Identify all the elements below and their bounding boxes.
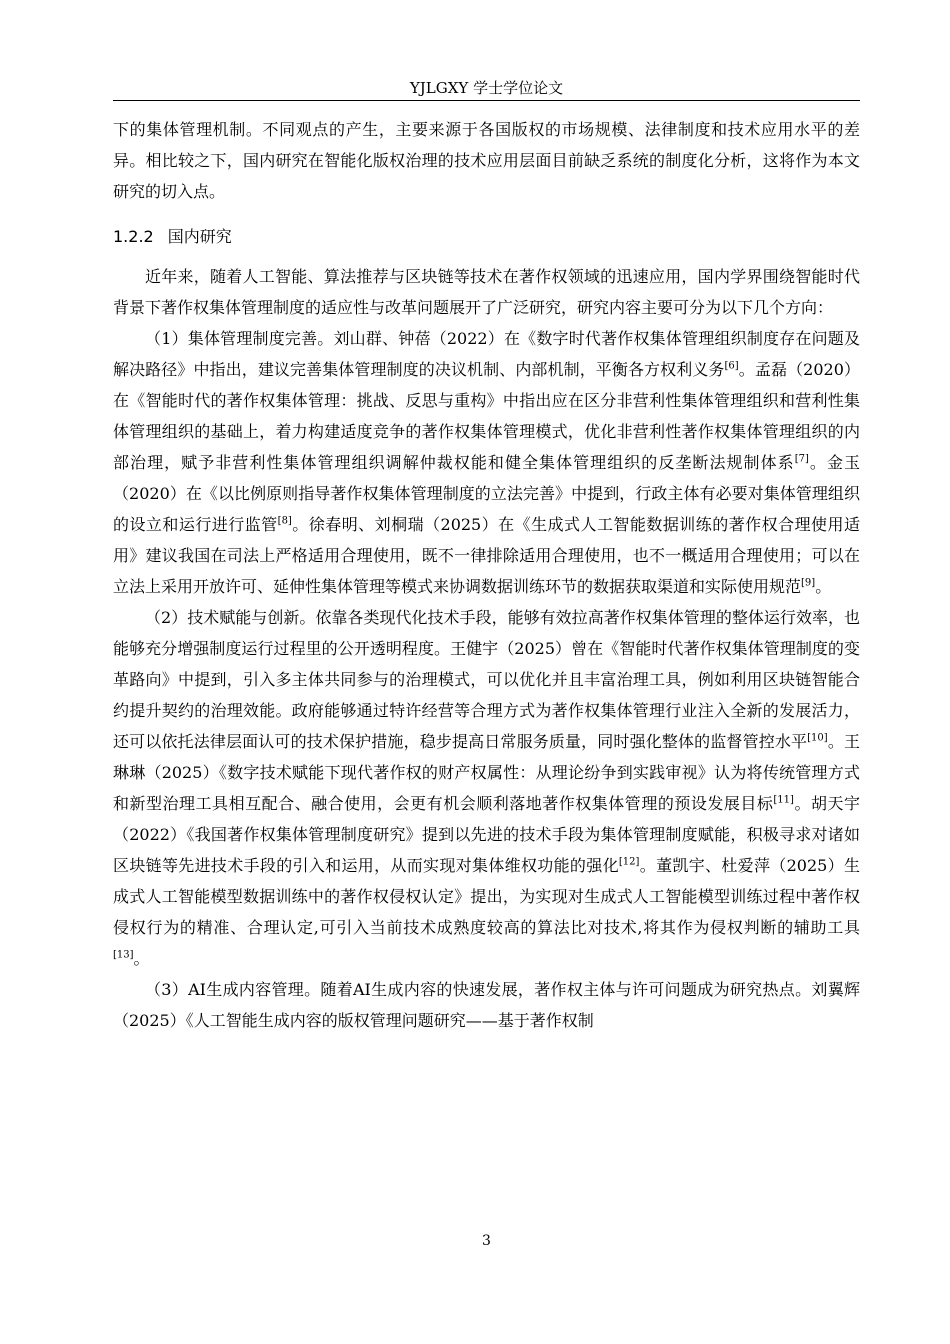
- citation-8: [8]: [277, 515, 292, 527]
- citation-11: [11]: [773, 794, 794, 806]
- citation-6: [6]: [724, 360, 739, 372]
- paragraph-item-3: （3）AI生成内容管理。随着AI生成内容的快速发展，著作权主体与许可问题成为研究热点。刘翼辉（2025）《人工智能生成内容的版权管理问题研究——基于著作权制: [113, 980, 860, 1030]
- citation-9: [9]: [801, 577, 816, 589]
- citation-12: [12]: [618, 856, 640, 868]
- paragraph-text: 。: [815, 577, 832, 596]
- section-heading: [113, 225, 860, 249]
- body-text: [113, 114, 860, 1036]
- paragraph-text: （2）技术赋能与创新。依靠各类现代化技术手段，能够有效拉高著作权集体管理的整体运行效率，也能够充分增强制度运行过程里的公开透明程度。王健宇（2025）曾在《智能时代著作权集体管理制度的变革路向》中提到，引入多主体共同参与的治理模式，可以优化并且丰富治理工具，例如利用区块链智能合约提升契约的治理效能。政府能够通过特许经营等合理方式为著作权集体管理行业注入全新的发展活力，还可以依托法律层面认可的技术保护措施，稳步提高日常服务质量，同时强化整体的监督管控水平: [113, 608, 860, 751]
- paragraph-item-2: [113, 602, 860, 974]
- paragraph-text: 。金玉（2020）在《以比例原则指导著作权集体管理制度的立法完善》中提到，行政主体有必要对集体管理组织的设立和运行进行监管: [113, 453, 860, 534]
- section-title: 国内研究: [167, 227, 232, 246]
- paragraph-text: （1）集体管理制度完善。刘山群、钟蓓（2022）在《数字时代著作权集体管理组织制度存在问题及解决路径》中指出，建议完善集体管理制度的决议机制、内部机制，平衡各方权利义务: [113, 329, 860, 379]
- page-number: 3: [482, 1233, 491, 1249]
- header-rule: [113, 100, 860, 101]
- paragraph-item-1: [113, 323, 860, 602]
- running-header: YJLGXY 学士学位论文: [409, 79, 564, 97]
- paragraph-continuation: 下的集体管理机制。不同观点的产生，主要来源于各国版权的市场规模、法律制度和技术应用水平的差异。相比较之下，国内研究在智能化版权治理的技术应用层面目前缺乏系统的制度化分析，这将作为本文研究的切入点。: [113, 120, 860, 201]
- paragraph-text: 。胡天宇（2022）《我国著作权集体管理制度研究》提到以先进的技术手段为集体管理制度赋能，积极寻求对诸如区块链等先进技术手段的引入和运用，从而实现对集体维权功能的强化: [113, 794, 860, 875]
- paragraph-text: 。王琳琳（2025）《数字技术赋能下现代著作权的财产权属性：从理论纷争到实践审视》认为将传统管理方式和新型治理工具相互配合、融合使用，会更有机会顺利落地著作权集体管理的预设发展目标: [113, 732, 860, 813]
- paragraph-text: 。徐春明、刘桐瑞（2025）在《生成式人工智能数据训练的著作权合理使用适用》建议我国在司法上严格适用合理使用，既不一律排除适用合理使用，也不一概适用合理使用；可以在立法上采用开放许可、延伸性集体管理等模式来协调数据训练环节的数据获取渠道和实际使用规范: [113, 515, 860, 596]
- citation-13: [13]: [113, 949, 134, 961]
- paragraph-text: 。董凯宇、杜爱萍（2025）生成式人工智能模型数据训练中的著作权侵权认定》提出，为实现对生成式人工智能模型训练过程中著作权侵权行为的精准、合理认定,可引入当前技术成熟度较高的算法比对技术,将其作为侵权判断的辅助工具: [113, 856, 860, 937]
- citation-10: [10]: [807, 732, 828, 744]
- paragraph-intro: 近年来，随着人工智能、算法推荐与区块链等技术在著作权领域的迅速应用，国内学界围绕智能时代背景下著作权集体管理制度的适应性与改革问题展开了广泛研究，研究内容主要可分为以下几个方向：: [113, 267, 860, 317]
- paragraph-text: 。孟磊（2020）在《智能时代的著作权集体管理：挑战、反思与重构》中指出应在区分非营利性集体管理组织和营利性集体管理组织的基础上，着力构建适度竞争的著作权集体管理模式，优化非营利性著作权集体管理组织的内部治理，赋予非营利性集体管理组织调解仲裁权能和健全集体管理组织的反垄断法规制体系: [113, 360, 860, 472]
- section-number: 1.2.2: [113, 227, 154, 246]
- paragraph-text: 。: [133, 949, 150, 968]
- citation-7: [7]: [794, 453, 809, 465]
